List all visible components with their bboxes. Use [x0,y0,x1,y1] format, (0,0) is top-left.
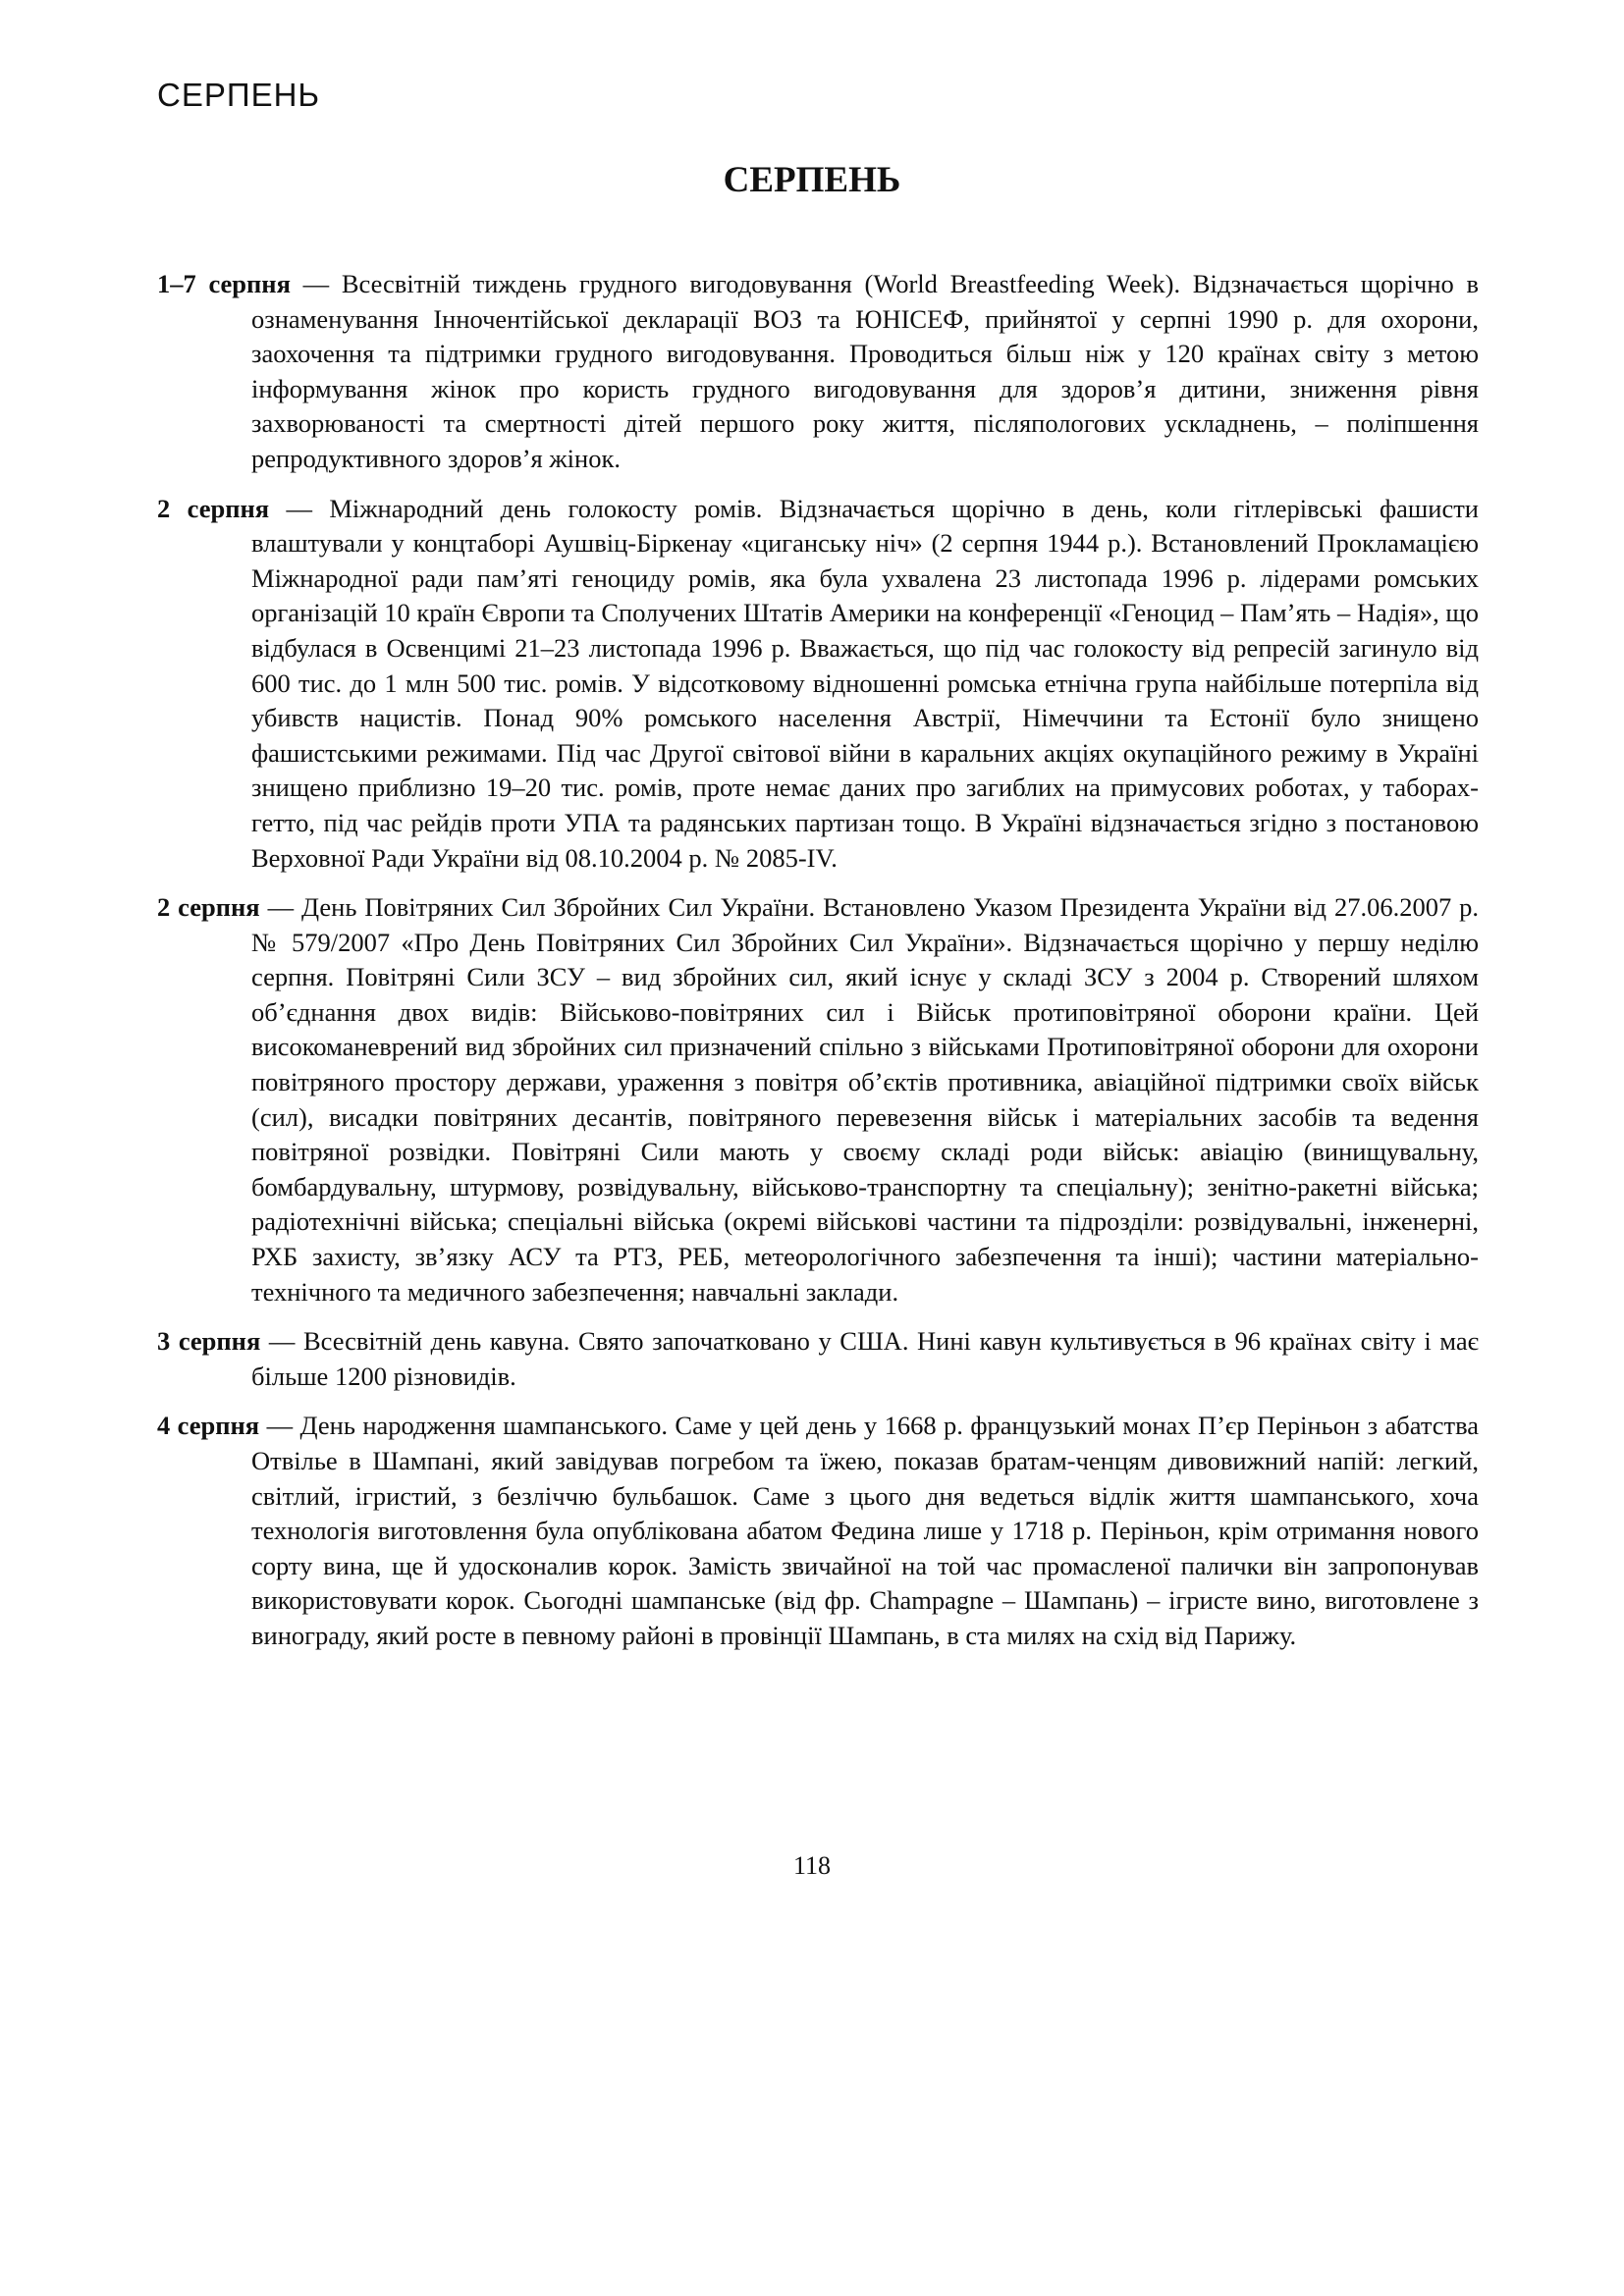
entry-aug-2-roma [157,492,1479,877]
entry-text: День Повітряних Сил Збройних Сил України. Встановлено Указом Президента України від 27.06.2007 р. № 579/2007 «Про День Повітряних Сил Збройних Сил України». Відзначається щорічно у першу неділю серпня. Повітряні Сили ЗСУ – вид збройних сил, який існує у складі ЗСУ з 2004 р. Створений шляхом об’єднання двох видів: Військово-повітряних сил і Військ протиповітряної оборони країни. Цей високоманеврений вид збройних сил призначений спільно з військами Протиповітряної оборони для охорони повітряного простору держави, ураження з повітря об’єктів противника, авіаційної підтримки своїх військ (сил), висадки повітряних десантів, повітряного перевезення військ і матеріальних засобів та ведення повітряної розвідки. Повітряні Сили мають у своєму складі роди військ: авіацію (винищувальну, бомбардувальну, штурмову, розвідувальну, військово-транспортну та спеціальну); зенітно-ракетні війська; радіотехнічні війська; спеціальні війська (окремі військові частини та підрозділи: розвідувальні, інженерні, РХБ захисту, зв’язку АСУ та РТЗ, РЕБ, метеорологічного забезпечення та інші); частини матеріально-технічного та медичного забезпечення; навчальні заклади. [251,892,1480,1307]
entry-aug-2-air-force [157,890,1479,1309]
page-title: СЕРПЕНЬ [723,160,901,200]
entry-separator: — [259,1411,300,1441]
entry-text: Всесвітній тиждень грудного вигодовування (World Breastfeeding Week). Відзначається щорічно в ознаменування Інночентійської декларації ВОЗ та ЮНІСЕФ, прийнятої у серпні 1990 р. для охорони, заохочення та підтримки грудного вигодовування. Проводиться більш ніж у 120 країнах світу з метою інформування жінок про користь грудного вигодовування для здоров’я дитини, зниження рівня захворюваності та смертності дітей першого року життя, післяпологових ускладнень, – поліпшення репродуктивного здоров’я жінок. [251,269,1480,473]
entry-text: Міжнародний день голокосту ромів. Відзначається щорічно в день, коли гітлерівські фашисти влаштували у концтаборі Аушвіц-Біркенау «циганську ніч» (2 серпня 1944 р.). Встановлений Прокламацією Міжнародної ради пам’яті геноциду ромів, яка була ухвалена 23 листопада 1996 р. лідерами ромських організацій 10 країн Європи та Сполучених Штатів Америки на конференції «Геноцид – Пам’ять – Надія», що відбулася в Освенцимі 21–23 листопада 1996 р. Вважається, що під час голокосту від репресій загинуло від 600 тис. до 1 млн 500 тис. ромів. У відсотковому відношенні ромська етнічна група найбільше потерпіла від убивств нацистів. Понад 90% ромського населення Австрії, Німеччини та Естонії було знищено фашистськими режимами. Під час Другої світової війни в каральних акціях окупаційного режиму в Україні знищено приблизно 19–20 тис. ромів, проте немає даних про загиблих на примусових роботах, у таборах-гетто, під час рейдів проти УПА та радянських партизан тощо. В Україні відзначається згідно з постановою Верховної Ради України від 08.10.2004 р. № 2085-IV. [251,493,1479,873]
entry-text: Всесвітній день кавуна. Свято започатковано у США. Нині кавун культивується в 96 країнах світу і має більше 1200 різновидів. [251,1326,1479,1391]
entry-aug-1-7 [157,267,1479,477]
entry-date: 2 серпня [157,892,260,923]
entry-date: 2 серпня [157,493,270,523]
page-number: 118 [792,1851,832,1880]
entry-date: 1–7 серпня [157,269,291,298]
entry-separator: — [260,1326,303,1357]
entries-list [157,267,1479,1669]
entry-separator: — [269,493,330,523]
entry-separator: — [259,892,301,923]
entry-aug-4 [157,1409,1479,1653]
entry-date: 4 серпня [157,1411,260,1441]
entry-aug-3 [157,1324,1479,1394]
entry-separator: — [290,269,342,298]
entry-text: День народження шампанського. Саме у цей день у 1668 р. французький монах П’єр Періньон з абатства Отвілье в Шампані, який завідував погребом та їжею, показав братам-ченцям дивовижний напій: легкий, світлий, ігристий, з безліччю бульбашок. Саме з цього дня ведеться відлік життя шампанського, хоча технологія виготовлення була опублікована абатом Федина лише у 1718 р. Періньон, крім отримання нового сорту вина, ще й удосконалив корок. Замість звичайної на той час промасленої палички він запропонував використовувати корок. Сьогодні шампанське (від фр. Champagne – Шампань) – ігристе вино, виготовлене з винограду, який росте в певному районі в провінції Шампань, в ста милях на схід від Парижу. [251,1411,1479,1650]
entry-date: 3 серпня [157,1326,261,1357]
running-head: СЕРПЕНЬ [157,77,321,113]
